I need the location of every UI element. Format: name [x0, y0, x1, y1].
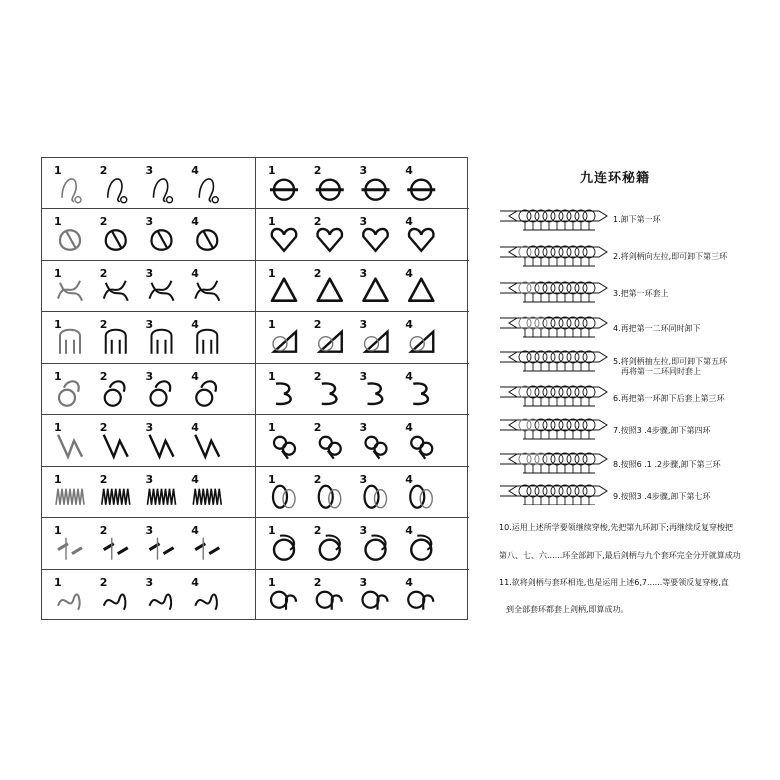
- note-text: 10.运用上述所学要领继续穿梭,先把第九环卸下;再继续反复穿梭把: [499, 523, 733, 532]
- puzzle-row: [42, 518, 255, 569]
- puzzle-grid: [41, 157, 468, 620]
- panel-number: 2: [99, 524, 108, 538]
- puzzle-figure: [320, 536, 340, 560]
- puzzle-figure: [318, 229, 342, 251]
- step-label: 5.将剑柄抽左拉,即可卸下第五环: [613, 357, 728, 366]
- puzzle-figure: [150, 594, 172, 609]
- panel-number: 3: [145, 421, 154, 435]
- puzzle-figure: [58, 538, 82, 560]
- panel-number: 1: [268, 215, 276, 229]
- puzzle-figure: [365, 332, 388, 352]
- puzzle-figure: [152, 231, 172, 251]
- panel-number: 2: [313, 575, 322, 589]
- panel-number: 4: [191, 215, 199, 229]
- panel-number: 4: [191, 369, 199, 383]
- puzzle-figure: [271, 591, 296, 609]
- panel-number: 1: [54, 369, 62, 383]
- ring-diagram: [500, 210, 607, 230]
- puzzle-sketches: [42, 415, 255, 465]
- panel-number: 1: [54, 472, 62, 486]
- puzzle-figure: [196, 381, 216, 405]
- puzzle-figure: [195, 281, 219, 301]
- panel-number: 3: [145, 266, 154, 280]
- ring-diagram: [500, 453, 607, 473]
- puzzle-figure: [108, 179, 127, 203]
- puzzle-row: [256, 570, 469, 621]
- panel-number: 2: [99, 266, 108, 280]
- panel-number: 2: [99, 215, 108, 229]
- puzzle-figure: [58, 281, 82, 301]
- puzzle-figure: [368, 383, 383, 404]
- panel-number: 4: [405, 266, 413, 280]
- puzzle-figure: [322, 383, 337, 404]
- puzzle-figure: [316, 180, 344, 200]
- puzzle-figure: [148, 488, 176, 504]
- puzzle-row: [256, 364, 469, 415]
- puzzle-figure: [104, 435, 128, 457]
- panel-number: 1: [268, 266, 276, 280]
- puzzle-row: [256, 312, 469, 363]
- puzzle-row: [256, 261, 469, 312]
- puzzle-figure: [407, 180, 435, 200]
- panel-number: 2: [99, 164, 108, 177]
- puzzle-figure: [60, 330, 80, 354]
- step-label: 3.把第一环套上: [613, 289, 669, 298]
- puzzle-figure: [197, 231, 217, 251]
- panel-number: 4: [405, 472, 413, 486]
- note-text: 第八、七、六......环全部卸下,最后剑柄与九个套环完全分开就算成功: [499, 551, 741, 560]
- panel-number: 4: [191, 266, 199, 280]
- puzzle-figure: [409, 279, 433, 301]
- panel-number: 2: [99, 421, 108, 435]
- panel-number: 1: [268, 421, 276, 435]
- panel-number: 3: [359, 266, 368, 280]
- panel-number: 4: [405, 369, 413, 383]
- panel-number: 3: [145, 318, 154, 332]
- puzzle-figure: [193, 488, 221, 504]
- panel-number: 2: [99, 575, 108, 589]
- panel-number: 2: [99, 369, 108, 383]
- puzzle-row: [42, 467, 255, 518]
- puzzle-sketches: [42, 467, 255, 517]
- puzzle-column-right: [256, 158, 469, 619]
- puzzle-sketches: [256, 467, 469, 517]
- puzzle-figure: [365, 485, 387, 507]
- panel-number: 1: [268, 164, 276, 177]
- puzzle-sketches: [42, 158, 255, 208]
- panel-number: 1: [54, 524, 62, 538]
- puzzle-figure: [154, 179, 173, 203]
- puzzle-figure: [62, 179, 81, 203]
- panel-number: 1: [268, 369, 276, 383]
- puzzle-figure: [276, 383, 291, 404]
- ring-diagram: [500, 485, 607, 505]
- step-label: 1.卸下第一环: [613, 215, 661, 224]
- puzzle-figure: [150, 435, 174, 457]
- panel-number: 1: [54, 164, 62, 177]
- puzzle-figure: [411, 536, 431, 560]
- panel-number: 3: [145, 524, 154, 538]
- puzzle-sketches: [42, 261, 255, 311]
- puzzle-figure: [272, 279, 296, 301]
- puzzle-figure: [199, 179, 218, 203]
- puzzle-figure: [105, 381, 125, 405]
- step-label: 2.将剑柄向左拉,即可卸下第三环: [613, 252, 728, 261]
- puzzle-sketches: [256, 312, 469, 362]
- puzzle-figure: [102, 488, 130, 504]
- puzzle-figure: [363, 229, 387, 251]
- puzzle-figure: [319, 332, 342, 352]
- panel-number: 2: [313, 266, 322, 280]
- panel-number: 4: [405, 164, 413, 177]
- panel-number: 3: [145, 369, 154, 383]
- ring-diagram: [500, 419, 607, 439]
- panel-number: 2: [313, 369, 322, 383]
- step-label: 9.按照3 .4步骤,卸下第七环: [613, 492, 711, 501]
- panel-number: 4: [191, 318, 199, 332]
- panel-number: 3: [145, 215, 154, 229]
- panel-number: 2: [313, 164, 322, 177]
- panel-number: 3: [359, 215, 368, 229]
- panel-number: 4: [405, 318, 413, 332]
- puzzle-figure: [409, 229, 433, 251]
- panel-number: 3: [359, 575, 368, 589]
- puzzle-figure: [104, 538, 128, 560]
- puzzle-figure: [274, 536, 294, 560]
- puzzle-figure: [366, 536, 386, 560]
- puzzle-figure: [150, 538, 174, 560]
- puzzle-row: [256, 158, 469, 209]
- panel-number: 4: [191, 524, 199, 538]
- panel-number: 1: [54, 575, 62, 589]
- page-title: 九连环秘籍: [580, 171, 651, 186]
- panel-number: 1: [268, 472, 276, 486]
- puzzle-figure: [197, 330, 217, 354]
- puzzle-figure: [320, 437, 341, 459]
- puzzle-figure: [104, 281, 128, 301]
- panel-number: 1: [268, 575, 276, 589]
- puzzle-figure: [59, 381, 79, 405]
- puzzle-row: [256, 518, 469, 569]
- panel-number: 3: [359, 369, 368, 383]
- puzzle-figure: [318, 279, 342, 301]
- step-label: 6.再把第一环卸下后套上第三环: [613, 394, 725, 403]
- panel-number: 4: [191, 575, 199, 589]
- ring-diagram: [500, 246, 607, 266]
- puzzle-figure: [270, 180, 298, 200]
- puzzle-sketches: [256, 364, 469, 414]
- puzzle-row: [256, 415, 469, 466]
- ring-diagram: [500, 386, 607, 406]
- panel-number: 3: [359, 164, 368, 177]
- panel-number: 3: [359, 318, 368, 332]
- puzzle-sketches: [42, 364, 255, 414]
- panel-number: 2: [99, 472, 108, 486]
- ring-diagram: [500, 317, 607, 337]
- panel-number: 3: [145, 164, 154, 177]
- note-text: 11.欲将剑柄与套环相连,也是运用上述6,7......等要领反复穿梭,直: [499, 578, 729, 587]
- panel-number: 3: [145, 575, 154, 589]
- panel-number: 4: [405, 524, 413, 538]
- puzzle-column-left: [42, 158, 256, 619]
- step-label: 再将第一二环同时套上: [621, 367, 701, 376]
- panel-number: 1: [54, 215, 62, 229]
- panel-number: 4: [405, 575, 413, 589]
- puzzle-sketches: [42, 209, 255, 259]
- puzzle-row: [256, 467, 469, 518]
- puzzle-row: [256, 209, 469, 260]
- puzzle-figure: [195, 594, 217, 609]
- puzzle-figure: [106, 330, 126, 354]
- puzzle-sketches: [42, 570, 255, 621]
- puzzle-figure: [58, 435, 82, 457]
- puzzle-figure: [411, 437, 432, 459]
- panel-number: 4: [405, 215, 413, 229]
- puzzle-row: [42, 364, 255, 415]
- puzzle-sketches: [256, 518, 469, 568]
- puzzle-sketches: [256, 158, 469, 208]
- puzzle-row: [42, 570, 255, 621]
- puzzle-figure: [272, 229, 296, 251]
- puzzle-figure: [410, 485, 432, 507]
- puzzle-figure: [104, 594, 126, 609]
- puzzle-figure: [195, 435, 219, 457]
- puzzle-sketches: [42, 518, 255, 568]
- panel-number: 2: [313, 524, 322, 538]
- puzzle-figure: [152, 330, 172, 354]
- puzzle-figure: [317, 591, 342, 609]
- puzzle-figure: [363, 591, 388, 609]
- puzzle-figure: [106, 231, 126, 251]
- puzzle-figure: [150, 281, 174, 301]
- puzzle-figure: [273, 485, 295, 507]
- panel-number: 1: [268, 524, 276, 538]
- puzzle-row: [42, 261, 255, 312]
- puzzle-sketches: [256, 570, 469, 621]
- puzzle-figure: [366, 437, 387, 459]
- puzzle-figure: [364, 279, 388, 301]
- puzzle-figure: [413, 383, 428, 404]
- panel-number: 1: [268, 318, 276, 332]
- panel-number: 1: [54, 266, 62, 280]
- puzzle-figure: [56, 488, 84, 504]
- panel-number: 4: [405, 421, 413, 435]
- panel-number: 3: [359, 421, 368, 435]
- panel-number: 4: [191, 472, 199, 486]
- note-text: 到全部套环都套上剑柄,即算成功。: [506, 605, 629, 614]
- panel-number: 2: [313, 215, 322, 229]
- panel-number: 2: [313, 318, 322, 332]
- puzzle-sketches: [256, 209, 469, 259]
- panel-number: 4: [191, 164, 199, 177]
- ring-diagrams: [495, 185, 615, 505]
- puzzle-sketches: [256, 261, 469, 311]
- puzzle-figure: [273, 332, 296, 352]
- puzzle-figure: [195, 538, 219, 560]
- ring-diagram: [500, 282, 607, 302]
- panel-number: 4: [191, 421, 199, 435]
- puzzle-row: [42, 209, 255, 260]
- step-label: 4.再把第一二环同时卸下: [613, 324, 701, 333]
- panel-number: 3: [145, 472, 154, 486]
- step-label: 7.按照3 .4步骤,卸下第四环: [613, 426, 711, 435]
- puzzle-figure: [408, 591, 433, 609]
- panel-number: 3: [359, 472, 368, 486]
- puzzle-sketches: [256, 415, 469, 465]
- puzzle-figure: [274, 437, 295, 459]
- puzzle-row: [42, 158, 255, 209]
- puzzle-figure: [60, 231, 80, 251]
- puzzle-row: [42, 415, 255, 466]
- ring-diagram: [500, 351, 607, 371]
- panel-number: 2: [313, 472, 322, 486]
- step-diagram-list: [495, 185, 780, 501]
- step-label: 8.按照6 .1 .2步骤,卸下第三环: [613, 460, 721, 469]
- puzzle-row: [42, 312, 255, 363]
- puzzle-figure: [319, 485, 341, 507]
- puzzle-figure: [362, 180, 390, 200]
- panel-number: 2: [99, 318, 108, 332]
- puzzle-sketches: [42, 312, 255, 362]
- puzzle-figure: [151, 381, 171, 405]
- panel-number: 2: [313, 421, 322, 435]
- panel-number: 1: [54, 318, 62, 332]
- panel-number: 1: [54, 421, 62, 435]
- panel-number: 3: [359, 524, 368, 538]
- puzzle-figure: [58, 594, 80, 609]
- puzzle-figure: [410, 332, 433, 352]
